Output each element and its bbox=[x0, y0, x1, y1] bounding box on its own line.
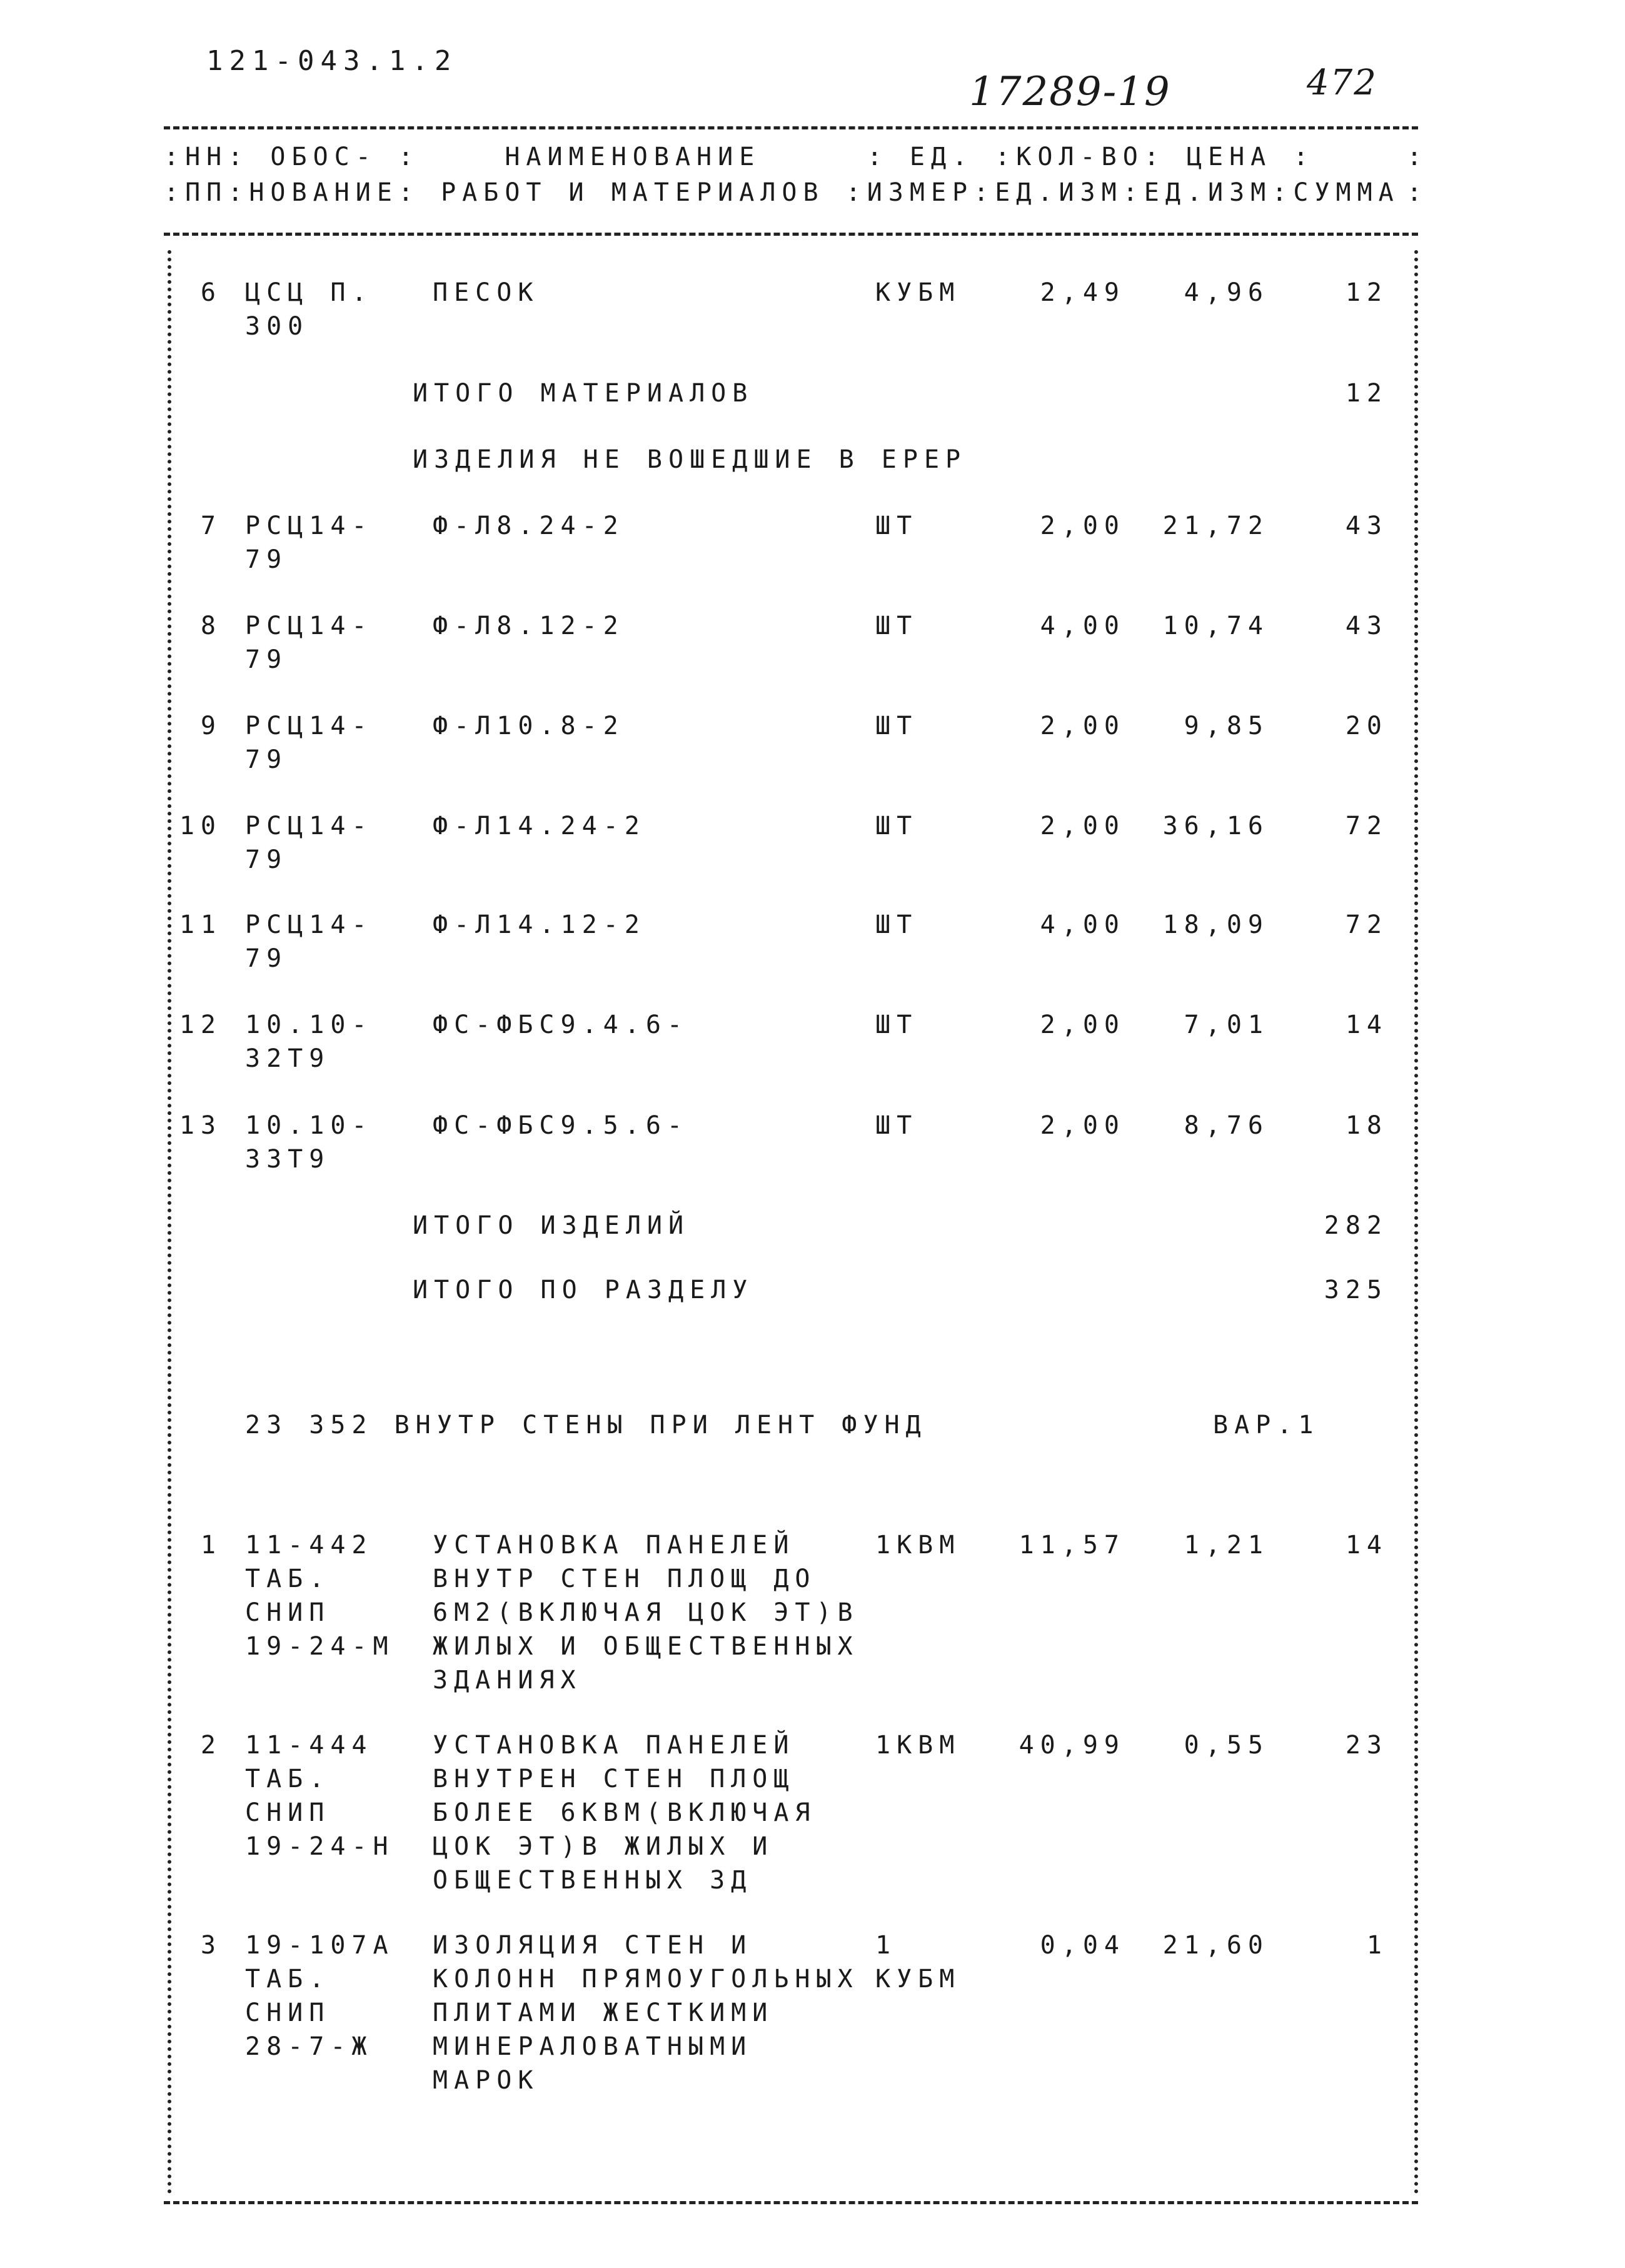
variant-label: ВАР.1 bbox=[1213, 1411, 1320, 1439]
subtotal-materials-label: ИТОГО МАТЕРИАЛОВ bbox=[413, 379, 754, 408]
row-quantity: 40,99 bbox=[1019, 1731, 1125, 1760]
row-basis: 79 bbox=[245, 944, 288, 973]
row-number: 10 bbox=[179, 812, 222, 840]
row-number: 9 bbox=[200, 712, 222, 740]
row-unit: ШТ bbox=[875, 1111, 918, 1140]
row-quantity: 4,00 bbox=[1040, 612, 1125, 640]
subtotal-items-label: ИТОГО ИЗДЕЛИЙ bbox=[413, 1211, 690, 1240]
row-number: 12 bbox=[179, 1011, 222, 1039]
handwritten-number: 17289-19 bbox=[969, 69, 1171, 115]
row-basis: 19-24-Н bbox=[245, 1832, 395, 1861]
row-price: 18,09 bbox=[1162, 910, 1269, 939]
row-price: 21,72 bbox=[1162, 512, 1269, 540]
row-basis: 10.10- bbox=[245, 1111, 373, 1140]
row-sum: 43 bbox=[1345, 512, 1388, 540]
header-rule bbox=[164, 233, 1418, 236]
row-name: КОЛОНН ПРЯМОУГОЛЬНЫХ bbox=[433, 1965, 859, 1993]
top-rule bbox=[164, 126, 1418, 129]
header-right-colon-2: : bbox=[1407, 178, 1429, 207]
row-price: 9,85 bbox=[1184, 712, 1269, 740]
row-number: 6 bbox=[200, 278, 222, 307]
row-quantity: 11,57 bbox=[1019, 1531, 1125, 1560]
row-unit: 1 bbox=[875, 1931, 897, 1960]
row-name: МИНЕРАЛОВАТНЫМИ bbox=[433, 2032, 753, 2061]
row-sum: 43 bbox=[1345, 612, 1388, 640]
row-quantity: 2,00 bbox=[1040, 512, 1125, 540]
items-heading: ИЗДЕЛИЯ НЕ ВОШЕДШИЕ В ЕРЕР bbox=[413, 445, 967, 474]
row-unit: КУБМ bbox=[875, 1965, 961, 1993]
row-name: ФС-ФБС9.5.6- bbox=[433, 1111, 688, 1140]
row-unit: ШТ bbox=[875, 1011, 918, 1039]
row-unit: ШТ bbox=[875, 512, 918, 540]
row-name: ВНУТР СТЕН ПЛОЩ ДО bbox=[433, 1565, 817, 1593]
row-name: ЦОК ЭТ)В ЖИЛЫХ И bbox=[433, 1832, 774, 1861]
row-number: 7 bbox=[200, 512, 222, 540]
row-sum: 14 bbox=[1345, 1531, 1388, 1560]
row-basis: ЦСЦ П. bbox=[245, 278, 373, 307]
row-number: 11 bbox=[179, 910, 222, 939]
row-basis: РСЦ14- bbox=[245, 712, 373, 740]
row-basis: 19-107А bbox=[245, 1931, 395, 1960]
row-price: 8,76 bbox=[1184, 1111, 1269, 1140]
row-price: 0,55 bbox=[1184, 1731, 1269, 1760]
row-basis: 79 bbox=[245, 645, 288, 674]
row-basis: СНИП bbox=[245, 1998, 331, 2027]
row-number: 13 bbox=[179, 1111, 222, 1140]
row-basis: 11-442 bbox=[245, 1531, 373, 1560]
row-basis: 300 bbox=[245, 312, 309, 341]
row-name: ЗДАНИЯХ bbox=[433, 1666, 582, 1695]
row-name: УСТАНОВКА ПАНЕЛЕЙ bbox=[433, 1731, 795, 1760]
row-name: Ф-Л10.8-2 bbox=[433, 712, 625, 740]
section-title: 23 352 ВНУТР СТЕНЫ ПРИ ЛЕНТ ФУНД bbox=[245, 1411, 927, 1439]
row-basis: 79 bbox=[245, 845, 288, 874]
row-name: ФС-ФБС9.4.6- bbox=[433, 1011, 688, 1039]
row-unit: КУБМ bbox=[875, 278, 961, 307]
header-right-colon-1: : bbox=[1407, 143, 1429, 171]
row-name: Ф-Л14.12-2 bbox=[433, 910, 646, 939]
row-quantity: 4,00 bbox=[1040, 910, 1125, 939]
row-unit: ШТ bbox=[875, 812, 918, 840]
row-name: ОБЩЕСТВЕННЫХ ЗД bbox=[433, 1866, 753, 1895]
row-sum: 14 bbox=[1345, 1011, 1388, 1039]
row-name: МАРОК bbox=[433, 2066, 540, 2095]
right-border bbox=[1414, 250, 1418, 2195]
bottom-rule bbox=[164, 2201, 1418, 2204]
page-number: 472 bbox=[1307, 63, 1377, 103]
row-basis: РСЦ14- bbox=[245, 512, 373, 540]
row-price: 7,01 bbox=[1184, 1011, 1269, 1039]
row-basis: 28-7-Ж bbox=[245, 2032, 373, 2061]
header-line-1: :НН: ОБОС- : НАИМЕНОВАНИЕ : ЕД. :КОЛ-ВО: ЦЕНА : bbox=[164, 143, 1315, 171]
row-number: 8 bbox=[200, 612, 222, 640]
row-name: БОЛЕЕ 6КВМ(ВКЛЮЧАЯ bbox=[433, 1798, 817, 1827]
row-price: 4,96 bbox=[1184, 278, 1269, 307]
row-quantity: 2,00 bbox=[1040, 1111, 1125, 1140]
row-unit: 1КВМ bbox=[875, 1731, 961, 1760]
row-basis: 10.10- bbox=[245, 1011, 373, 1039]
row-basis: РСЦ14- bbox=[245, 910, 373, 939]
row-basis: 79 bbox=[245, 745, 288, 774]
row-quantity: 2,00 bbox=[1040, 712, 1125, 740]
row-unit: ШТ bbox=[875, 612, 918, 640]
row-name: ПЛИТАМИ ЖЕСТКИМИ bbox=[433, 1998, 774, 2027]
subtotal-items-sum: 282 bbox=[1324, 1211, 1388, 1240]
row-basis: 32Т9 bbox=[245, 1044, 331, 1073]
row-basis: 33Т9 bbox=[245, 1145, 331, 1174]
row-basis: ТАБ. bbox=[245, 1965, 331, 1993]
row-quantity: 2,49 bbox=[1040, 278, 1125, 307]
row-name: Ф-Л8.12-2 bbox=[433, 612, 625, 640]
row-sum: 23 bbox=[1345, 1731, 1388, 1760]
row-unit: 1КВМ bbox=[875, 1531, 961, 1560]
row-basis: 19-24-М bbox=[245, 1632, 395, 1661]
row-sum: 20 bbox=[1345, 712, 1388, 740]
row-unit: ШТ bbox=[875, 712, 918, 740]
row-number: 2 bbox=[200, 1731, 222, 1760]
row-basis: РСЦ14- bbox=[245, 612, 373, 640]
row-basis: ТАБ. bbox=[245, 1765, 331, 1793]
row-quantity: 2,00 bbox=[1040, 1011, 1125, 1039]
row-sum: 18 bbox=[1345, 1111, 1388, 1140]
row-quantity: 0,04 bbox=[1040, 1931, 1125, 1960]
header-line-2: :ПП:НОВАНИЕ: РАБОТ И МАТЕРИАЛОВ :ИЗМЕР:ЕД.ИЗМ:ЕД.ИЗМ:СУММА bbox=[164, 178, 1400, 207]
row-basis: 11-444 bbox=[245, 1731, 373, 1760]
row-sum: 72 bbox=[1345, 812, 1388, 840]
row-sum: 1 bbox=[1366, 1931, 1388, 1960]
row-price: 36,16 bbox=[1162, 812, 1269, 840]
row-name: Ф-Л14.24-2 bbox=[433, 812, 646, 840]
left-border bbox=[168, 250, 171, 2195]
row-basis: 79 bbox=[245, 545, 288, 574]
row-unit: ШТ bbox=[875, 910, 918, 939]
row-basis: РСЦ14- bbox=[245, 812, 373, 840]
document-code: 121-043.1.2 bbox=[206, 45, 458, 77]
row-name: ПЕСОК bbox=[433, 278, 540, 307]
row-price: 21,60 bbox=[1162, 1931, 1269, 1960]
row-sum: 12 bbox=[1345, 278, 1388, 307]
row-quantity: 2,00 bbox=[1040, 812, 1125, 840]
row-name: ИЗОЛЯЦИЯ СТЕН И bbox=[433, 1931, 753, 1960]
row-basis: ТАБ. bbox=[245, 1565, 331, 1593]
subtotal-section-sum: 325 bbox=[1324, 1276, 1388, 1304]
row-basis: СНИП bbox=[245, 1598, 331, 1627]
subtotal-section-label: ИТОГО ПО РАЗДЕЛУ bbox=[413, 1276, 754, 1304]
row-name: Ф-Л8.24-2 bbox=[433, 512, 625, 540]
row-basis: СНИП bbox=[245, 1798, 331, 1827]
row-price: 10,74 bbox=[1162, 612, 1269, 640]
row-name: ЖИЛЫХ И ОБЩЕСТВЕННЫХ bbox=[433, 1632, 859, 1661]
subtotal-materials-sum: 12 bbox=[1345, 379, 1388, 408]
row-number: 1 bbox=[200, 1531, 222, 1560]
row-name: ВНУТРЕН СТЕН ПЛОЩ bbox=[433, 1765, 795, 1793]
row-number: 3 bbox=[200, 1931, 222, 1960]
row-name: УСТАНОВКА ПАНЕЛЕЙ bbox=[433, 1531, 795, 1560]
row-name: 6М2(ВКЛЮЧАЯ ЦОК ЭТ)В bbox=[433, 1598, 859, 1627]
row-price: 1,21 bbox=[1184, 1531, 1269, 1560]
row-sum: 72 bbox=[1345, 910, 1388, 939]
